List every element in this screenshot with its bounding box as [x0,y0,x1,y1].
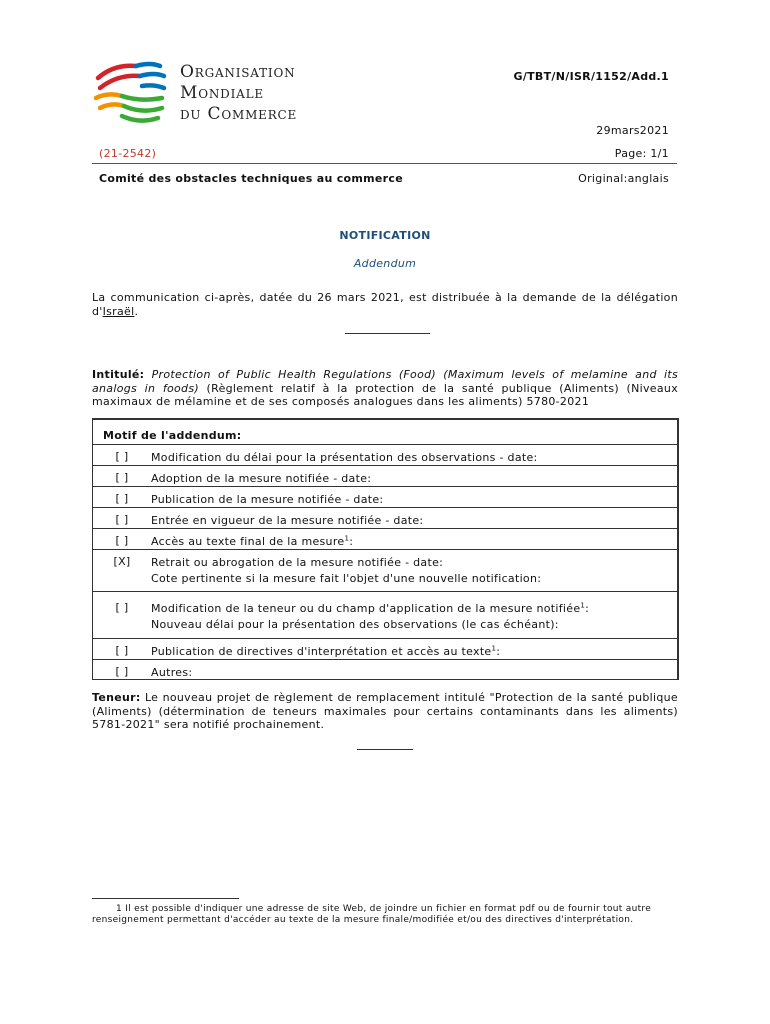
reason-row [93,465,677,486]
reason-checkbox: [ ] [115,601,129,614]
reason-row [93,659,677,680]
committee-name: Comité des obstacles techniques au commerce [99,172,403,185]
original-language: Original:anglais [578,172,669,185]
section-separator [345,333,430,334]
reason-row [93,528,677,549]
org-name-line1: Organisation [180,62,296,82]
wto-logo-text [180,62,297,125]
reason-line1: Modification du délai pour la présentation des observations - date: [151,451,538,464]
org-name-line3: du Commerce [180,104,298,124]
reason-line1: Accès au texte final de la mesure [151,535,345,548]
notification-title: NOTIFICATION [339,229,431,242]
document-number: (21-2542) [99,147,157,160]
reason-text [151,639,677,659]
footnote-ref: 1 [344,534,350,543]
page-number: Page: 1/1 [614,147,669,160]
reason-row [93,507,677,528]
reason-line2: Cote pertinente si la mesure fait l'objet d'une nouvelle notification: [151,572,542,585]
notification-subtitle: Addendum [353,257,417,270]
reason-text [151,550,677,591]
reason-text [151,660,677,679]
title-label: Intitulé: [92,368,145,381]
footnote-text: Il est possible d'indiquer une adresse de site Web, de joindre un fichier en format pdf ou de fournir tout autre renseignement permettant d'accéder au texte de la mesure finale/modifiée et/ou des directives d'interprétation. [92,904,652,925]
reason-row [93,591,677,638]
reason-line1: Publication de directives d'interprétation et accès au texte [151,645,492,658]
reason-text [151,596,677,638]
intro-text: La communication ci-après, datée du 26 mars 2021, est distribuée à la demande de la délégation d' [92,291,678,318]
reason-line1-end: : [349,535,354,548]
reasons-heading: Motif de l'addendum: [103,429,242,442]
reason-text [151,529,677,549]
footnote-divider [92,898,239,899]
header-divider [92,163,677,164]
footnote [92,904,678,926]
reasons-table [92,418,679,680]
reason-line1: Modification de la teneur ou du champ d'application de la mesure notifiée [151,602,581,615]
reason-line1: Adoption de la mesure notifiée - date: [151,472,372,485]
wto-emblem-icon [92,58,176,130]
reason-row [93,638,677,659]
org-name-line2: Mondiale [180,83,264,103]
reason-checkbox: [ ] [115,471,129,484]
content-paragraph [92,691,678,732]
intro-paragraph [92,291,678,318]
reason-checkbox: [ ] [115,492,129,505]
reason-checkbox: [ ] [115,450,129,463]
reason-checkbox: [ ] [115,644,129,657]
english-title: Protection of Public Health Regulations (Food) (Maximum levels of melamine and its analogs in foods) [92,368,678,395]
reason-line1: Autres: [151,666,193,679]
reason-line1-end: : [496,645,501,658]
reason-row [93,444,677,465]
reason-checkbox: [ ] [115,513,129,526]
footnote-number: 1 [116,904,123,914]
reason-text [151,508,677,528]
footnote-ref: 1 [580,601,586,610]
reason-text [151,487,677,507]
reason-line1: Publication de la mesure notifiée - date: [151,493,384,506]
reason-line1-end: : [585,602,590,615]
document-date: 29mars2021 [596,124,669,137]
end-separator [357,749,413,750]
french-title: (Règlement relatif à la protection de la santé publique (Aliments) (Niveaux maximaux de mélamine et de ses composés analogues dans les aliments) 5780-2021 [92,381,678,408]
reason-row [93,486,677,507]
reason-checkbox: [ ] [115,534,129,547]
title-paragraph [92,368,678,409]
footnote-ref: 1 [491,644,497,653]
content-label: Teneur: [92,691,141,704]
intro-end: . [134,304,139,318]
wto-logo [92,58,342,130]
reason-text [151,466,677,486]
reason-text [151,445,677,465]
reason-checkbox: [ ] [115,665,129,678]
reason-line1: Retrait ou abrogation de la mesure notifiée - date: [151,556,444,569]
reason-row [93,549,677,591]
document-symbol: G/TBT/N/ISR/1152/Add.1 [513,70,669,83]
reason-line1: Entrée en vigueur de la mesure notifiée - date: [151,514,424,527]
reason-checkbox: [X] [113,555,131,568]
content-text: Le nouveau projet de règlement de remplacement intitulé "Protection de la santé publique (Aliments) (détermination de teneurs maximales pour certains contaminants dans les aliments) 5781-2021" sera notifié prochainement. [92,691,678,731]
reason-line2: Nouveau délai pour la présentation des observations (le cas échéant): [151,618,559,631]
country-name: Israël [102,304,135,318]
